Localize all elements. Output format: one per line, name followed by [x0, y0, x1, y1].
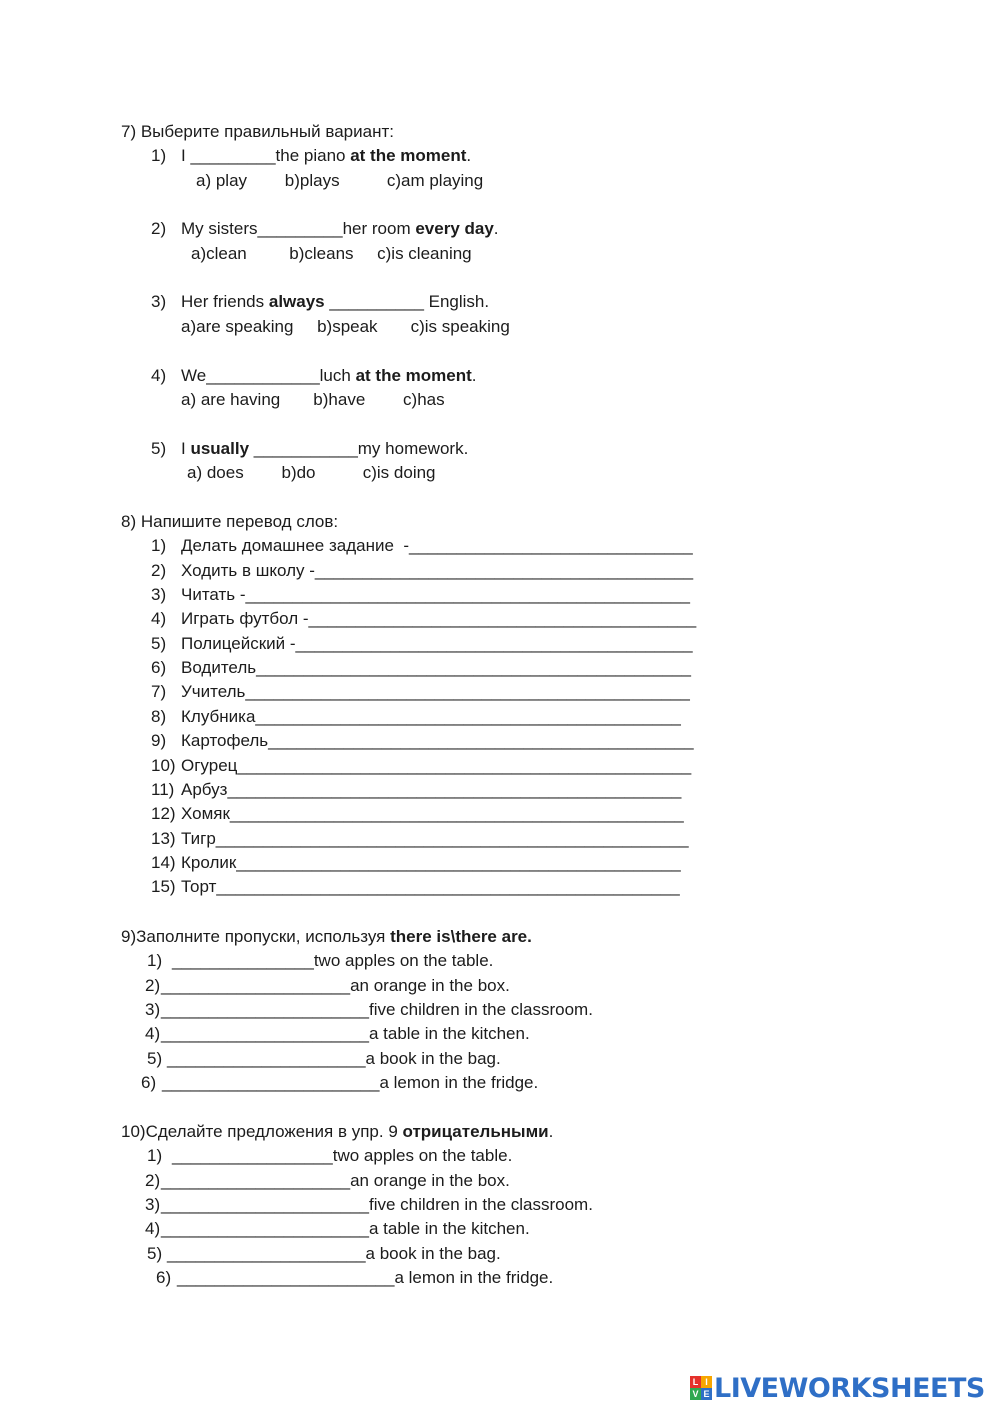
answer-options: a)are speaking b)speak c)is speaking [181, 317, 510, 336]
logo-letter: I [701, 1376, 712, 1388]
question-number: 4) [151, 366, 167, 385]
question-text: Her friends always __________ English. [181, 292, 490, 311]
item-text: _________________two apples on the table. [172, 1146, 513, 1165]
item-text: Тигр__________________________________________________ [181, 829, 689, 848]
item-text: Картофель_____________________________________________ [181, 731, 694, 750]
item-number: 12) [151, 804, 176, 823]
item-number: 4) [151, 609, 167, 628]
item-text: ______________________five children in the classroom. [161, 1000, 593, 1019]
item-text: _______________________a lemon in the fridge. [162, 1073, 539, 1092]
item-number: 14) [151, 853, 176, 872]
item-number: 5) [151, 634, 167, 653]
question-number: 1) [151, 146, 167, 165]
item-text: Клубника_____________________________________________ [181, 707, 681, 726]
item-number: 13) [151, 829, 176, 848]
item-text: Учитель_______________________________________________ [181, 682, 690, 701]
exercise-8-title: 8) Напишите перевод слов: [121, 512, 339, 531]
item-number: 4) [145, 1024, 161, 1043]
question-number: 5) [151, 439, 167, 458]
logo-letter: L [690, 1376, 701, 1388]
exercise-9-title: 9)Заполните пропуски, используя there is\there are. [121, 927, 532, 946]
exercise-7-title: 7) Выберите правильный вариант: [121, 122, 394, 141]
answer-options: a) does b)do c)is doing [187, 463, 436, 482]
logo-text: LIVEWORKSHEETS [714, 1372, 985, 1404]
item-text: Делать домашнее задание -______________________________ [181, 536, 693, 555]
item-number: 1) [151, 536, 167, 555]
item-text: _______________two apples on the table. [172, 951, 494, 970]
item-text: ______________________a table in the kitchen. [161, 1024, 530, 1043]
item-text: Ходить в школу -________________________________________ [181, 561, 694, 580]
item-number: 8) [151, 707, 167, 726]
item-number: 15) [151, 877, 176, 896]
question-number: 2) [151, 219, 167, 238]
item-text: Читать -_______________________________________________ [181, 585, 690, 604]
item-number: 6) [156, 1268, 172, 1287]
answer-options: a) are having b)have c)has [181, 390, 445, 409]
item-number: 1) [147, 1146, 163, 1165]
item-text: ____________________an orange in the box. [161, 976, 510, 995]
logo-letter: E [701, 1388, 712, 1400]
item-text: Водитель______________________________________________ [181, 658, 692, 677]
item-number: 2) [145, 976, 161, 995]
answer-options: a) play b)plays c)am playing [196, 171, 484, 190]
item-text: Торт_________________________________________________ [181, 877, 680, 896]
item-number: 7) [151, 682, 167, 701]
item-number: 5) [147, 1049, 163, 1068]
item-number: 3) [145, 1000, 161, 1019]
item-number: 2) [145, 1171, 161, 1190]
item-text: ______________________five children in the classroom. [161, 1195, 593, 1214]
item-text: Кролик_______________________________________________ [181, 853, 681, 872]
item-text: ______________________a table in the kitchen. [161, 1219, 530, 1238]
exercise-10-title: 10)Сделайте предложения в упр. 9 отрицательными. [121, 1122, 554, 1141]
question-number: 3) [151, 292, 167, 311]
item-number: 9) [151, 731, 167, 750]
question-text: We____________luch at the moment. [181, 366, 477, 385]
item-number: 3) [151, 585, 167, 604]
question-text: I _________the piano at the moment. [181, 146, 472, 165]
answer-options: a)clean b)cleans c)is cleaning [191, 244, 472, 263]
item-text: Играть футбол -_________________________________________ [181, 609, 697, 628]
item-number: 4) [145, 1219, 161, 1238]
item-number: 10) [151, 756, 176, 775]
item-text: _______________________a lemon in the fridge. [177, 1268, 554, 1287]
item-text: Полицейский -__________________________________________ [181, 634, 693, 653]
item-text: Хомяк________________________________________________ [181, 804, 684, 823]
item-number: 11) [151, 780, 175, 799]
logo-letter: V [690, 1388, 701, 1400]
liveworksheets-logo [690, 1373, 985, 1403]
logo-icon [690, 1376, 712, 1400]
item-text: _____________________a book in the bag. [167, 1244, 501, 1263]
item-number: 2) [151, 561, 167, 580]
item-number: 5) [147, 1244, 163, 1263]
question-text: I usually ___________my homework. [181, 439, 469, 458]
item-number: 6) [141, 1073, 157, 1092]
item-text: Арбуз________________________________________________ [181, 780, 682, 799]
item-text: Огурец________________________________________________ [181, 756, 692, 775]
question-text: My sisters_________her room every day. [181, 219, 499, 238]
item-number: 1) [147, 951, 163, 970]
item-text: _____________________a book in the bag. [167, 1049, 501, 1068]
item-number: 6) [151, 658, 167, 677]
item-text: ____________________an orange in the box. [161, 1171, 510, 1190]
item-number: 3) [145, 1195, 161, 1214]
